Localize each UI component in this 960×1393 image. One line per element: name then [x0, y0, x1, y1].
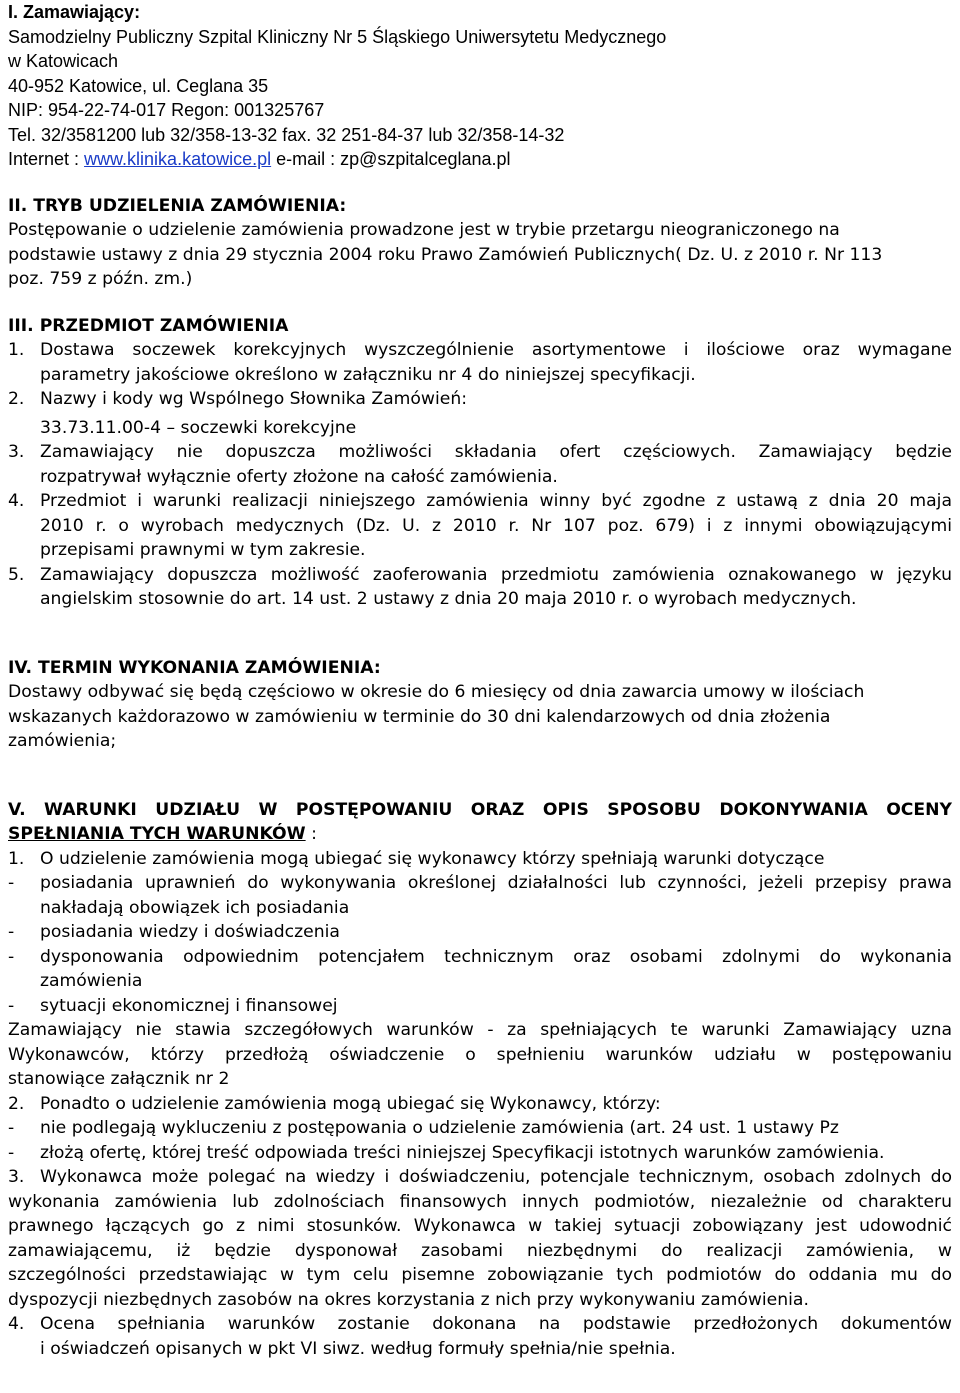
- item-number: 2.: [8, 1093, 25, 1114]
- list-item: [8, 338, 952, 387]
- text-line: Zamawiający dopuszcza możliwość zaoferowania przedmiotu zamówienia oznakowanego w języku: [40, 564, 952, 585]
- website-link[interactable]: www.klinika.katowice.pl: [84, 149, 272, 169]
- text-line: Ocena spełniania warunków zostanie dokonana na podstawie przedłożonych dokumentów: [40, 1314, 952, 1334]
- text-line: wskazanych każdorazowo w zamówieniu w terminie do 30 dni kalendarzowych od dnia złożenia: [8, 706, 831, 727]
- text-line: Postępowanie o udzielenie zamówienia prowadzone jest w trybie przetargu nieograniczonego na: [8, 220, 840, 240]
- list-item: [8, 1092, 952, 1117]
- text-line: sytuacji ekonomicznej i finansowej: [40, 995, 338, 1016]
- text-line: zamawiającemu, iż będzie dysponował zasobami niezbędnymi do realizacji zamówienia, w: [8, 1240, 952, 1261]
- text-line: O udzielenie zamówienia mogą ubiegać się wykonawcy którzy spełniają warunki dotyczące: [40, 848, 825, 869]
- text-line: Zamawiający nie dopuszcza możliwości składania ofert częściowych. Zamawiający będzie: [40, 442, 952, 462]
- list-item: [8, 440, 952, 489]
- text-line: Tel. 32/3581200 lub 32/358-13-32 fax. 32 251-84-37 lub 32/358-14-32: [8, 124, 565, 145]
- internet-label: Internet :: [8, 149, 85, 169]
- section-title: I. Zamawiający:: [8, 2, 141, 22]
- text-line: zamówienia;: [8, 731, 117, 751]
- text-line: nakładają obowiązek ich posiadania: [40, 897, 350, 918]
- text-line: poz. 759 z późn. zm.): [8, 269, 193, 289]
- dash-marker: -: [8, 1118, 15, 1138]
- text-line: Dostawy odbywać się będą częściowo w okresie do 6 miesięcy od dnia zawarcia umowy w ilościach: [8, 682, 865, 702]
- item-number: 4.: [8, 491, 25, 511]
- dash-item: [8, 945, 952, 994]
- list-item: [8, 1312, 952, 1361]
- text-line: Samodzielny Publiczny Szpital Kliniczny Nr 5 Śląskiego Uniwersytetu Medycznego: [8, 26, 667, 47]
- dash-marker: -: [8, 995, 15, 1016]
- section-title: II. TRYB UDZIELENIA ZAMÓWIENIA:: [8, 195, 347, 216]
- section-title-underlined: SPEŁNIANIA TYCH WARUNKÓW: [8, 824, 306, 844]
- text-line: Wykonawców, którzy przedłożą oświadczenie o spełnieniu warunków udziału w postępowaniu: [8, 1044, 952, 1065]
- item-number: 2.: [8, 389, 25, 409]
- text-line: 33.73.11.00-4 – soczewki korekcyjne: [40, 417, 357, 438]
- list-item: [8, 563, 952, 612]
- text-line: przepisami prawnymi w tym zakresie.: [40, 540, 366, 560]
- text-line: szczególności przedstawiając w tym celu pisemne zobowiązanie tych podmiotów do oddania mu do: [8, 1265, 952, 1285]
- section-termin: [8, 656, 952, 754]
- text-line: Ponadto o udzielenie zamówienia mogą ubiegać się Wykonawcy, którzy:: [40, 1093, 661, 1114]
- text-line: dysponowania odpowiednim potencjałem technicznym oraz osobami zdolnymi do wykonania: [40, 946, 952, 967]
- item-number: 3.: [8, 442, 25, 462]
- text-line: prawnego łączących go z nimi stosunków. Wykonawca w takiej sytuacji zobowiązany jest udowodnić: [8, 1216, 952, 1236]
- dash-marker: -: [8, 946, 15, 967]
- section-title: V. WARUNKI UDZIAŁU W POSTĘPOWANIU ORAZ OPIS SPOSOBU DOKONYWANIA OCENY: [8, 799, 952, 820]
- text-line: Przedmiot i warunki realizacji niniejszego zamówienia winny być zgodne z ustawą z dnia 20 maja: [40, 491, 952, 511]
- item-number: 5.: [8, 564, 25, 585]
- text-line: zamówienia: [40, 971, 143, 991]
- text-line: Zamawiający nie stawia szczegółowych warunków - za spełniających te warunki Zamawiający uzna: [8, 1020, 952, 1040]
- text-line: parametry jakościowe określono w załączniku nr 4 do niniejszej specyfikacji.: [40, 364, 696, 385]
- text-line: dyspozycji niezbędnych zasobów na okres korzystania z nich przy wykonywaniu zamówienia.: [8, 1289, 809, 1310]
- text-line: angielskim stosownie do art. 14 ust. 2 ustawy z dnia 20 maja 2010 r. o wyrobach medycznych.: [40, 589, 857, 609]
- text-line: podstawie ustawy z dnia 29 stycznia 2004 roku Prawo Zamówień Publicznych( Dz. U. z 2010 r. Nr 113: [8, 244, 883, 265]
- dash-item: [8, 994, 952, 1019]
- dash-marker: -: [8, 873, 15, 893]
- item-number: 1.: [8, 340, 25, 360]
- text-line: rozpatrywał wyłącznie oferty złożone na całość zamówienia.: [40, 466, 558, 487]
- email-text: e-mail : zp@szpitalceglana.pl: [271, 149, 511, 169]
- text-line: 2010 r. o wyrobach medycznych (Dz. U. z 2010 r. Nr 107 poz. 679) i z innymi obowiązującymi: [40, 515, 952, 536]
- text-line: złożą ofertę, której treść odpowiada treści niniejszej Specyfikacji istotnych warunków zamówienia.: [40, 1142, 885, 1163]
- dash-item: [8, 920, 952, 945]
- title-suffix: :: [305, 824, 317, 844]
- text-line: Wykonawca może polegać na wiedzy i doświadczeniu, potencjale technicznym, osobach zdolnych do: [40, 1167, 952, 1187]
- item-number: [8, 416, 40, 441]
- contact-line: [8, 147, 952, 172]
- list-item: [8, 1165, 952, 1190]
- list-item: [8, 847, 952, 872]
- text-line: Dostawa soczewek korekcyjnych wyszczególnienie asortymentowe i ilościowe oraz wymagane: [40, 340, 952, 360]
- section-title: III. PRZEDMIOT ZAMÓWIENIA: [8, 315, 289, 336]
- text-line: NIP: 954-22-74-017 Regon: 001325767: [8, 100, 325, 120]
- text-line: 40-952 Katowice, ul. Ceglana 35: [8, 75, 269, 96]
- dash-item: [8, 871, 952, 920]
- text-line: posiadania wiedzy i doświadczenia: [40, 922, 340, 942]
- section-zamawiajacy: [8, 0, 952, 172]
- text-line: i oświadczeń opisanych w pkt VI siwz. według formuły spełnia/nie spełnia.: [40, 1338, 676, 1359]
- list-item: [8, 416, 952, 441]
- text-line: stanowiące załącznik nr 2: [8, 1069, 230, 1089]
- item-number: 4.: [8, 1314, 25, 1334]
- text-line: Nazwy i kody wg Wspólnego Słownika Zamówień:: [40, 389, 468, 409]
- text-line: posiadania uprawnień do wykonywania określonej działalności lub czynności, jeżeli przepisy prawa: [40, 873, 952, 893]
- list-item: [8, 387, 952, 412]
- section-tryb: [8, 194, 952, 292]
- dash-marker: -: [8, 1142, 15, 1163]
- section-warunki: [8, 798, 952, 1362]
- text-line: w Katowicach: [8, 51, 119, 71]
- section-przedmiot: [8, 314, 952, 612]
- dash-item: [8, 1141, 952, 1166]
- item-number: 3.: [8, 1167, 25, 1187]
- dash-marker: -: [8, 922, 15, 942]
- item-number: 1.: [8, 848, 25, 869]
- section-title-cont: [8, 822, 952, 847]
- text-line: wykonania zamówienia lub zdolnościach finansowych innych podmiotów, niezależnie od charakteru: [8, 1191, 952, 1212]
- text-line: nie podlegają wykluczeniu z postępowania o udzielenie zamówienia (art. 24 ust. 1 ustawy Pz: [40, 1118, 839, 1138]
- section-title: IV. TERMIN WYKONANIA ZAMÓWIENIA:: [8, 657, 381, 678]
- dash-item: [8, 1116, 952, 1141]
- list-item: [8, 489, 952, 563]
